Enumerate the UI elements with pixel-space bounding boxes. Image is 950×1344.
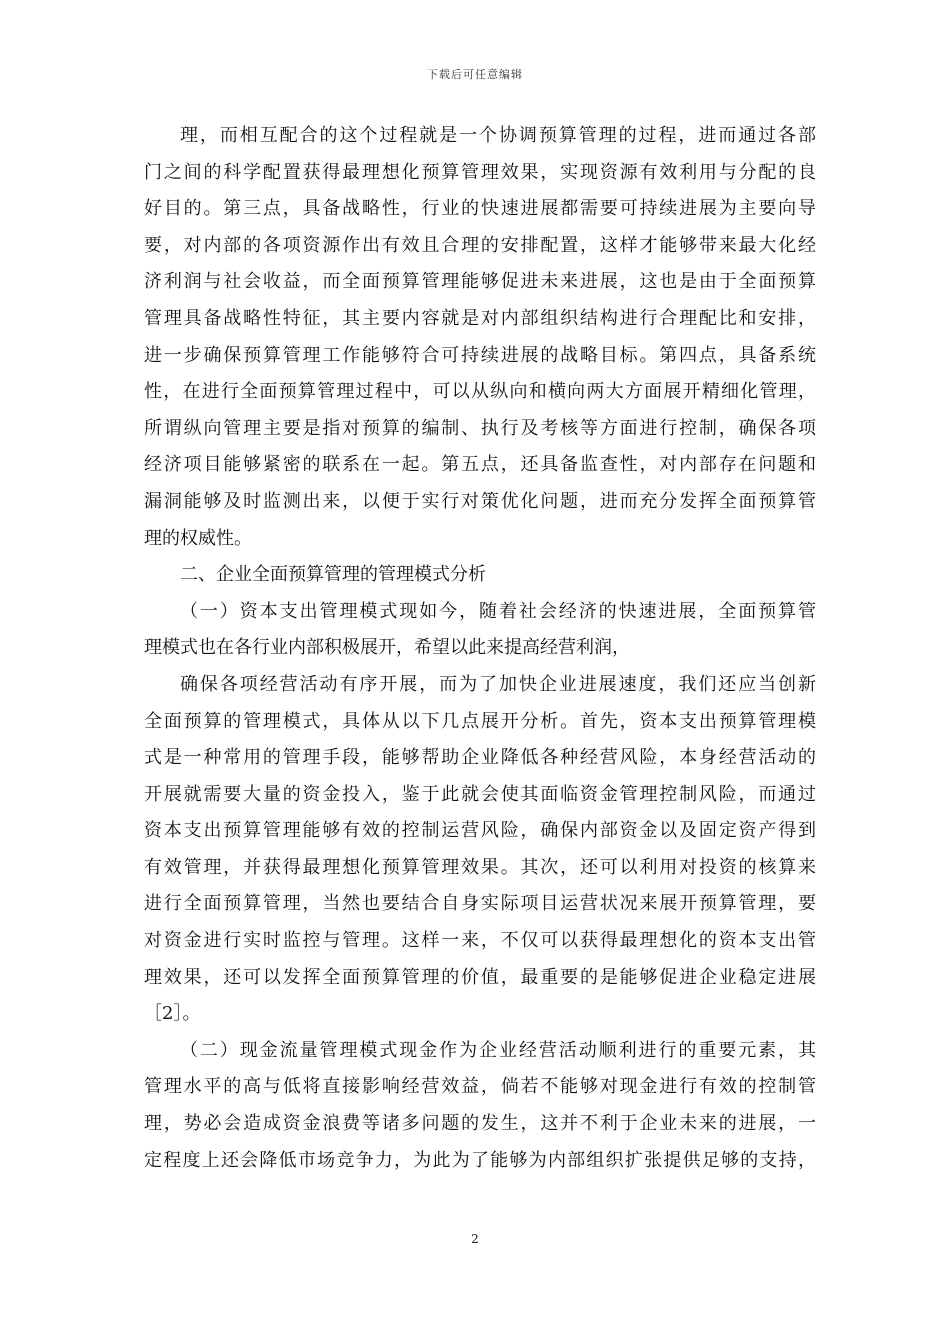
text-line: 经济项目能够紧密的联系在一起。第五点，还具备监查性，对内部存在问题和 [144, 454, 816, 476]
text-line: 所谓纵向管理主要是指对预算的编制、执行及考核等方面进行控制，确保各项 [144, 417, 816, 439]
text-line: 门之间的科学配置获得最理想化预算管理效果，实现资源有效利用与分配的良 [144, 161, 816, 183]
text-line: 理，势必会造成资金浪费等诸多问题的发生，这并不利于企业未来的进展，一 [144, 1113, 816, 1135]
page-header-note: 下载后可任意编辑 [427, 68, 523, 81]
text-line: 资本支出预算管理能够有效的控制运营风险，确保内部资金以及固定资产得到 [144, 820, 816, 842]
text-line: 对资金进行实时监控与管理。这样一来，不仅可以获得最理想化的资本支出管 [144, 930, 816, 952]
text-line: 确保各项经营活动有序开展，而为了加快企业进展速度，我们还应当创新 [180, 673, 816, 695]
text-line: 进行全面预算管理，当然也要结合自身实际项目运营状况来展开预算管理，要 [144, 893, 816, 915]
text-line: 漏洞能够及时监测出来，以便于实行对策优化问题，进而充分发挥全面预算管 [144, 490, 816, 512]
text-line: 有效管理，并获得最理想化预算管理效果。其次，还可以利用对投资的核算来 [144, 856, 816, 878]
text-line: 理，而相互配合的这个过程就是一个协调预算管理的过程，进而通过各部 [180, 125, 816, 146]
text-line: 好目的。第三点，具备战略性，行业的快速进展都需要可持续进展为主要向导 [144, 198, 816, 220]
text-line: （二）现金流量管理模式现金作为企业经营活动顺利进行的重要元素，其 [180, 1039, 816, 1061]
text-line: 理的权威性。 [144, 527, 252, 549]
text-line: ［2］。 [144, 1003, 201, 1025]
text-line: （一）资本支出管理模式现如今，随着社会经济的快速进展，全面预算管 [180, 600, 816, 622]
text-line: 济利润与社会收益，而全面预算管理能够促进未来进展，这也是由于全面预算 [144, 271, 816, 293]
text-line: 理模式也在各行业内部积极展开，希望以此来提高经营利润， [144, 637, 630, 659]
text-line: 开展就需要大量的资金投入，鉴于此就会使其面临资金管理控制风险，而通过 [144, 783, 816, 805]
text-line: 二、企业全面预算管理的管理模式分析 [180, 564, 486, 586]
page-number: 2 [471, 1232, 479, 1246]
text-line: 性，在进行全面预算管理过程中，可以从纵向和横向两大方面展开精细化管理， [144, 381, 816, 403]
text-line: 式是一种常用的管理手段，能够帮助企业降低各种经营风险，本身经营活动的 [144, 747, 816, 769]
text-line: 管理具备战略性特征，其主要内容就是对内部组织结构进行合理配比和安排， [144, 307, 816, 329]
text-line: 要，对内部的各项资源作出有效且合理的安排配置，这样才能够带来最大化经 [144, 234, 816, 256]
text-line: 进一步确保预算管理工作能够符合可持续进展的战略目标。第四点，具备系统 [144, 344, 816, 366]
body-text [144, 118, 816, 1179]
text-line: 定程度上还会降低市场竞争力，为此为了能够为内部组织扩张提供足够的支持， [144, 1149, 816, 1171]
text-line: 全面预算的管理模式，具体从以下几点展开分析。首先，资本支出预算管理模 [144, 710, 816, 732]
text-line: 理效果，还可以发挥全面预算管理的价值，最重要的是能够促进企业稳定进展 [144, 966, 816, 988]
text-line: 管理水平的高与低将直接影响经营效益，倘若不能够对现金进行有效的控制管 [144, 1076, 816, 1098]
